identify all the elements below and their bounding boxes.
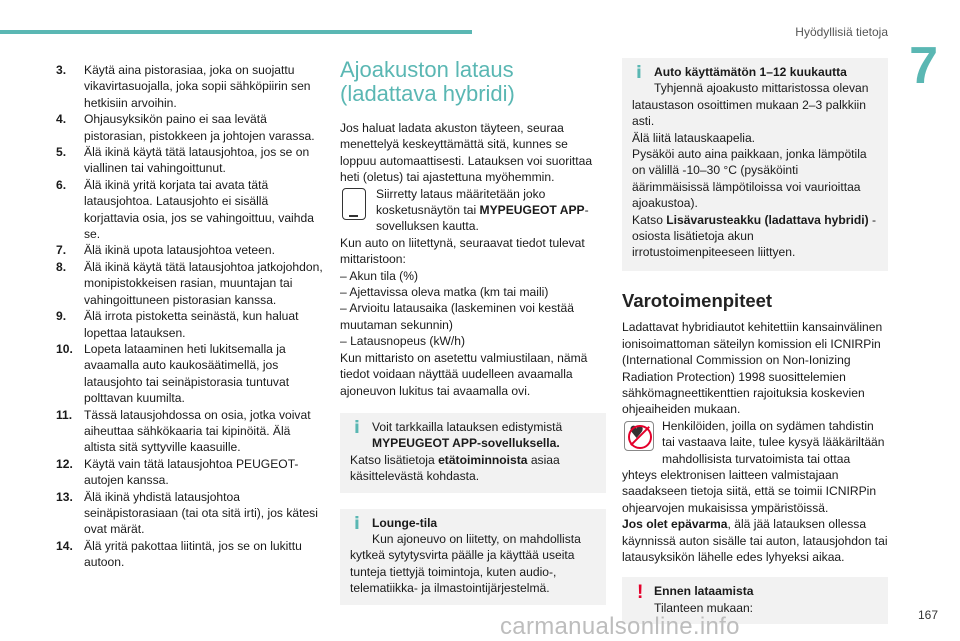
list-item: 4. Ohjausyksikön paino ei saa levätä pistorasian, pistokkeen ja johtojen varassa.: [56, 112, 315, 143]
column-right: [622, 58, 888, 624]
list-item: 5. Älä ikinä käytä tätä latausjohtoa, jos se on viallinen tai vahingoittunut.: [56, 145, 310, 176]
info-icon: ⅰ: [636, 63, 642, 83]
list-item: 3. Käytä aina pistorasiaa, joka on suojattu vikavirtasuojalla, joka sopii sähköpiirin sen hetkisiin arvoihin.: [56, 63, 311, 110]
standby-paragraph: Kun mittaristo on asetettu valmiustilaan, nämä tiedot voidaan näyttää uudelleen avaamalla ajoneuvon lukitus tai avaamalla ovi.: [340, 350, 588, 398]
info-box-unused: ⅰ Auto käyttämätön 1–12 kuukautta Tyhjennä ajoakusto mittaristossa olevan lataustason osoittimen mukaan 2–3 palkkiin asti. Älä liitä latauskaapelia. Pysäköi auto aina paikkaan, jonka lämpötila on välillä -10–30 °C (pysäköinti äärimmäisissä lämpötiloissa voi vaurioittaa ajoakustoa). Katso Lisävarusteakku (ladattava hybridi) -osiosta lisätietoja akun irrotustoimenpiteeseen liittyen.: [622, 58, 888, 271]
list-item: 10. Lopeta lataaminen heti lukitsemalla ja avaamalla auto kaukosäätimellä, jos latausjohto tai seinäpistorasia tuntuvat polttavan kuumilta.: [56, 341, 290, 406]
uncertain-paragraph: Jos olet epävarma, älä jää latauksen ollessa käynnissä auton sisälle tai auton, latausjohdon tai latausyksikön lähelle edes lyhyeksi aikaa.: [622, 517, 888, 564]
column-middle: [340, 58, 606, 605]
smartphone-icon: [342, 188, 366, 220]
dash-item: – Arvioitu latausaika (laskeminen voi kestää muutaman sekunnin): [340, 301, 574, 332]
pacemaker-warning-icon: ♥: [624, 421, 654, 451]
list-item: 9. Älä irrota pistoketta seinästä, kun haluat lopettaa latauksen.: [56, 309, 299, 340]
list-item: 12. Käytä vain tätä latausjohtoa PEUGEOT-autojen kanssa.: [56, 456, 299, 488]
list-item: 14. Älä yritä pakottaa liitintä, jos se on lukittu autoon.: [56, 538, 302, 570]
icnirp-paragraph: Ladattavat hybridiautot kehitettiin kansainvälinen ionisoimattoman säteilyn komission eli ICNIRPin (International Commission on Non-Ionizing Radiation Protection) 1998 suosittelemien sähkömagneettikenttien rajoituksia koskevien ohjeaiheiden mukaan.: [622, 320, 883, 417]
header-rule: [0, 30, 472, 34]
safety-steps-list: [56, 62, 324, 571]
warning-box-before-charging: ! Ennen lataamista Tilanteen mukaan:: [622, 577, 888, 624]
connected-intro: Kun auto on liitettynä, seuraavat tiedot tulevat mittaristoon:: [340, 235, 585, 267]
section-title-precautions: Varotoimenpiteet: [622, 289, 773, 311]
list-item: 7. Älä ikinä upota latausjohtoa veteen.: [56, 243, 275, 258]
list-item: 13. Älä ikinä yhdistä latausjohtoa seinäpistorasiaan (tai ota sitä irti), jos kätesi ovat märät.: [56, 489, 318, 537]
list-item: 6. Älä ikinä yritä korjata tai avata tätä latausjohtoa. Latausjohto ei sisällä korjattavia osia, jos se vahingoittuu, vaihda se.: [56, 177, 314, 242]
chapter-number: 7: [909, 37, 938, 95]
page-number: 167: [917, 608, 938, 622]
dash-item: – Ajettavissa oleva matka (km tai maili): [340, 285, 549, 300]
column-left: [56, 58, 324, 571]
list-item: 8. Älä ikinä käytä tätä latausjohtoa jatkojohdon, monipistokkeisen rasian, muuntajan tai vahingoittuneen pistorasian kanssa.: [56, 259, 323, 307]
info-icon: ⅰ: [354, 417, 360, 438]
watermark: carmanualsonline.info: [500, 613, 740, 640]
dash-item: – Akun tila (%): [340, 268, 418, 283]
info-box-lounge: ⅰ Lounge-tila Kun ajoneuvo on liitetty, on mahdollista kytkeä sytytysvirta päälle ja käyttää useita tunteja tiettyjä toimintoja, kuten audio-, telematiikka- ja ilmastointijärjestelmä.: [340, 509, 606, 605]
dash-item: – Latausnopeus (kW/h): [340, 334, 466, 349]
running-head: Hyödyllisiä tietoja: [795, 25, 888, 39]
app-paragraph: Siirretty lataus määritetään joko kosketusnäytön tai MYPEUGEOT APP-sovelluksen kautta.: [340, 186, 606, 235]
pacemaker-paragraph: ♥ Henkilöiden, joilla on sydämen tahdistin tai vastaava laite, tulee kysyä lääkäriltään mahdollisista turvatoimista tai ottaa yhteys elektronisen laitteen valmistajaan saadakseen tietoja siitä, että se toimii ICNIRPin ohjearvojen mukaisissa ympäristöissä.: [622, 418, 885, 515]
info-icon: ⅰ: [354, 513, 360, 534]
section-title-charging: Ajoakuston lataus (ladattava hybridi): [340, 57, 515, 106]
warning-icon: !: [637, 582, 644, 604]
intro-paragraph: Jos haluat ladata akuston täyteen, seuraa menettelyä keskeyttämättä sitä, kunnes se loppuu automaattisesti. Latauksen voi suorittaa heti (oletus) tai ajastettuna myöhemmin.: [340, 121, 593, 185]
info-box-app: ⅰ Voit tarkkailla latauksen edistymistä MYPEUGEOT APP-sovelluksella. Katso lisätietoja etätoiminnoista asiaa käsittelevästä kohdasta.: [340, 413, 606, 493]
list-item: 11. Tässä latausjohdossa on osia, jotka voivat aiheuttaa sähkökaaria tai kipinöitä. Älä altista sitä syttyville kaasuille.: [56, 407, 311, 455]
